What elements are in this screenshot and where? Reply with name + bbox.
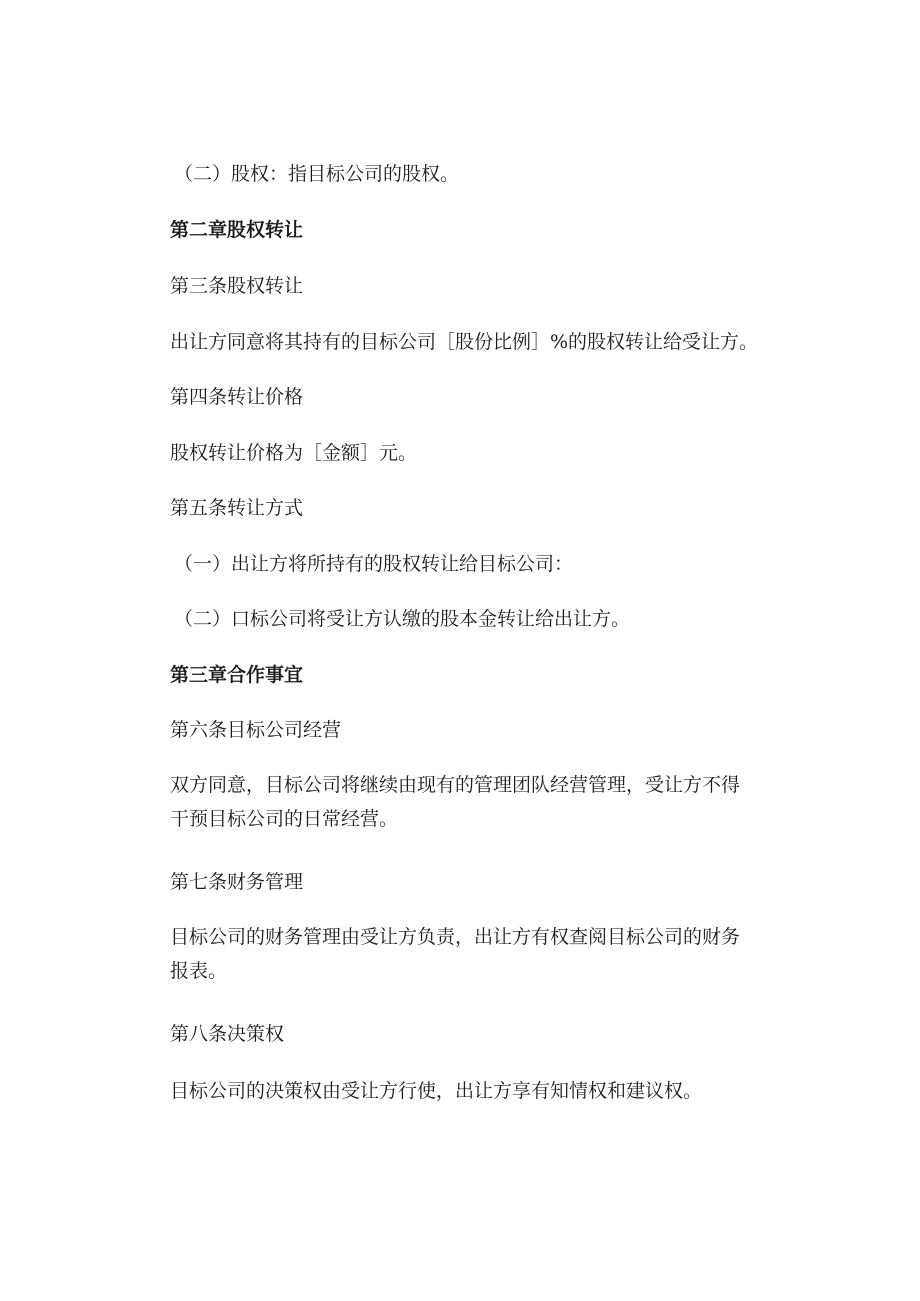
article-five-item-two: （二）口标公司将受让方认缴的股本金转让给出让方。 — [174, 608, 631, 630]
article-six-body — [170, 768, 780, 836]
chapter-three-heading: 第三章合作事宜 — [170, 664, 304, 686]
article-eight-heading: 第八条决策权 — [170, 1023, 285, 1045]
article-seven-body-line-1: 目标公司的财务管理由受让方负责，出让方有权查阅目标公司的财务 — [170, 926, 741, 948]
definition-equity: （二）股权：指目标公司的股权。 — [174, 163, 460, 185]
article-three-heading: 第三条股权转让 — [170, 275, 304, 297]
article-eight-body: 目标公司的决策权由受让方行使，出让方享有知情权和建议权。 — [170, 1080, 703, 1102]
article-five-item-one: （一）出让方将所持有的股权转让给目标公司： — [174, 553, 574, 575]
article-seven-body-line-2: 报表。 — [170, 960, 228, 982]
article-six-heading: 第六条目标公司经营 — [170, 719, 342, 741]
article-seven-body — [170, 920, 780, 988]
chapter-two-heading: 第二章股权转让 — [170, 219, 304, 241]
article-five-heading: 第五条转让方式 — [170, 497, 304, 519]
article-seven-heading: 第七条财务管理 — [170, 871, 304, 893]
article-four-body: 股权转让价格为［金额］元。 — [170, 442, 418, 464]
article-four-heading: 第四条转让价格 — [170, 386, 304, 408]
article-three-body: 出让方同意将其持有的目标公司［股份比例］%的股权转让给受让方。 — [170, 331, 759, 353]
article-six-body-line-2: 干预目标公司的日常经营。 — [170, 808, 399, 830]
article-six-body-line-1: 双方同意，目标公司将继续由现有的管理团队经营管理，受让方不得 — [170, 774, 741, 796]
